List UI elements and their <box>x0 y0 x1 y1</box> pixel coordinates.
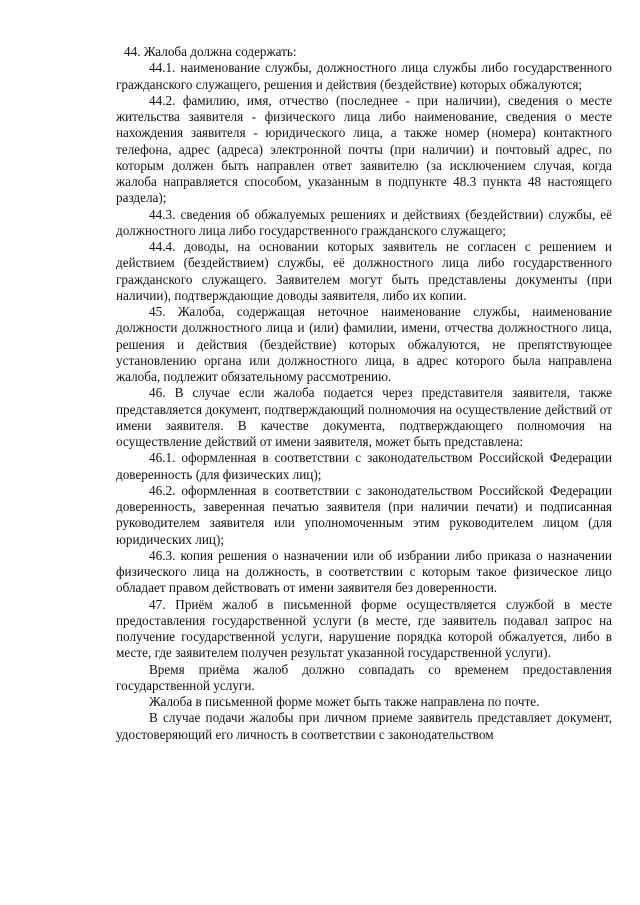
paragraph-personal-reception: В случае подачи жалобы при личном приеме заявитель представляет документ, удостоверяющий его личность в соответствии с законодательством <box>116 710 612 742</box>
paragraph-44-3: 44.3. сведения об обжалуемых решениях и действиях (бездействии) службы, её должностного лица либо государственного гражданского служащего; <box>116 206 612 238</box>
paragraph-47: 47. Приём жалоб в письменной форме осуществляется службой в месте предоставления государственной услуги (в месте, где заявитель подавал запрос на получение государственной услуги, нарушение порядка которой обжалуется, либо в месте, где заявителем получен результат указанной государственной услуги). <box>116 596 612 661</box>
paragraph-44-4: 44.4. доводы, на основании которых заявитель не согласен с решением и действием (бездействием) службы, её должностного лица либо государственного гражданского служащего. Заявителем могут быть представлены документы (при наличии), подтверждающие доводы заявителя, либо их копии. <box>116 239 612 303</box>
paragraph-mail: Жалоба в письменной форме может быть также направлена по почте. <box>149 694 540 709</box>
paragraph-46-3: 46.3. копия решения о назначении или об избрании либо приказа о назначении физического лица на должность, в соответствии с которым такое физическое лицо обладает правом действовать от имени заявителя без доверенности. <box>116 547 612 596</box>
paragraph-reception-time: Время приёма жалоб должно совпадать со временем предоставления государственной услуги. <box>116 661 612 693</box>
paragraph-44-2: 44.2. фамилию, имя, отчество (последнее - при наличии), сведения о месте жительства заявителя - физического лица либо наименование, сведения о месте нахождения заявителя - юридического лица, а также номер (номера) контактного телефона, адрес (адреса) электронной почты (при наличии) и почтовый адрес, по которым должен быть направлен ответ заявителю (за исключением случая, когда жалоба направляется способом, указанным в подпункте 48.3 пункта 48 настоящего раздела); <box>116 92 612 206</box>
paragraph-45: 45. Жалоба, содержащая неточное наименование службы, наименование должности должностного лица и (или) фамилии, имени, отчества должностного лица, решения и действия (бездействие) которых обжалуются, не препятствующее установлению органа или должностного лица, в адрес которого была направлена жалоба, подлежит обязательному рассмотрению. <box>116 304 612 384</box>
paragraph-44-1: 44.1. наименование службы, должностного лица службы либо государственного гражданского служащего, решения и действия (бездействие) которых обжалуются; <box>116 60 612 92</box>
document-page <box>116 44 612 743</box>
paragraph-44: 44. Жалоба должна содержать: <box>124 44 297 59</box>
paragraph-46-1: 46.1. оформленная в соответствии с законодательством Российской Федерации доверенность (для физических лиц); <box>116 450 612 482</box>
paragraph-46: 46. В случае если жалоба подается через представителя заявителя, также представляется документ, подтверждающий полномочия на осуществление действий от имени заявителя. В качестве документа, подтверждающего полномочия на осуществление действий от имени заявителя, может быть представлена: <box>116 385 612 449</box>
paragraph-46-2: 46.2. оформленная в соответствии с законодательством Российской Федерации доверенность, заверенная печатью заявителя (при наличии печати) и подписанная руководителем заявителя или уполномоченным этим руководителем лицом (для юридических лиц); <box>116 482 612 547</box>
